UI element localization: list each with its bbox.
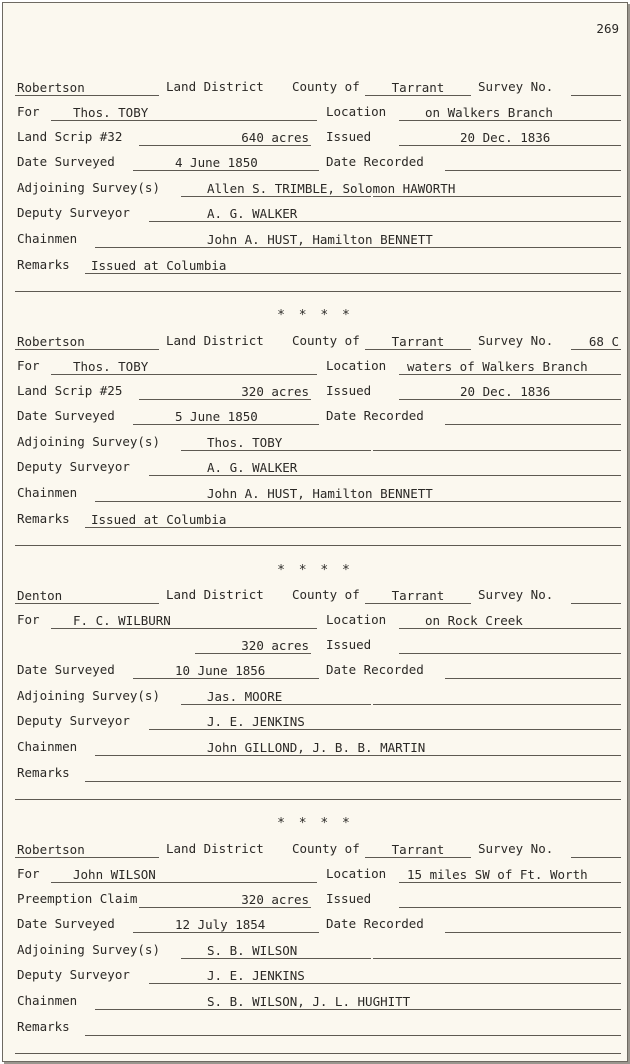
for-value: F. C. WILBURN (73, 613, 171, 628)
deputy-value: J. E. JENKINS (207, 714, 305, 729)
deputy-label: Deputy Surveyor (17, 459, 130, 474)
chainmen-row (15, 993, 621, 1017)
remarks-continuation-line (15, 799, 621, 800)
deputy-value: A. G. WALKER (207, 460, 298, 475)
record-separator: * * * * (277, 308, 353, 323)
adjoining-row (15, 688, 621, 712)
acres-value: 320 acres (241, 384, 309, 399)
document-page (2, 2, 628, 1062)
scrip-label: Preemption Claim (17, 891, 138, 906)
survey-no-label: Survey No. (478, 333, 554, 348)
deputy-label: Deputy Surveyor (17, 713, 130, 728)
remarks-continuation-line (15, 291, 621, 292)
date-recorded-label: Date Recorded (326, 154, 424, 169)
date-surveyed-label: Date Surveyed (17, 662, 115, 677)
deputy-label: Deputy Surveyor (17, 205, 130, 220)
adjoining-label: Adjoining Survey(s) (17, 942, 160, 957)
county-value: Tarrant (391, 842, 445, 857)
district-row (15, 587, 621, 611)
adjoining-value: Jas. MOORE (207, 689, 283, 704)
county-of-label: County of (292, 79, 360, 94)
survey-no-label: Survey No. (478, 79, 554, 94)
location-value: on Rock Creek (425, 613, 523, 628)
for-label: For (17, 612, 40, 627)
deputy-row (15, 205, 621, 229)
district-row (15, 841, 621, 865)
date-surveyed-value: 5 June 1850 (175, 409, 258, 424)
page-number: 269 (596, 21, 619, 36)
location-value: 15 miles SW of Ft. Worth (407, 867, 588, 882)
adjoining-row (15, 942, 621, 966)
for-row (15, 612, 621, 636)
for-row (15, 358, 621, 382)
scrip-row (15, 383, 621, 407)
land-district-label: Land District (166, 333, 264, 348)
remarks-label: Remarks (17, 1019, 70, 1034)
survey-no-value: 68 C (588, 334, 619, 349)
chainmen-value: John A. HUST, Hamilton BENNETT (207, 232, 433, 247)
district-row (15, 333, 621, 357)
scrip-row (15, 891, 621, 915)
deputy-row (15, 967, 621, 991)
chainmen-row (15, 739, 621, 763)
chainmen-value: John GILLOND, J. B. B. MARTIN (207, 740, 426, 755)
issued-label: Issued (326, 383, 372, 398)
chainmen-label: Chainmen (17, 231, 78, 246)
for-value: Thos. TOBY (73, 105, 149, 120)
deputy-label: Deputy Surveyor (17, 967, 130, 982)
adjoining-label: Adjoining Survey(s) (17, 180, 160, 195)
county-value: Tarrant (391, 334, 445, 349)
scrip-row (15, 637, 621, 661)
county-of-label: County of (292, 333, 360, 348)
location-label: Location (326, 866, 387, 881)
county-of-label: County of (292, 587, 360, 602)
chainmen-label: Chainmen (17, 485, 78, 500)
record-separator: * * * * (277, 563, 353, 578)
adjoining-row (15, 434, 621, 458)
chainmen-value: S. B. WILSON, J. L. HUGHITT (207, 994, 411, 1009)
date-surveyed-value: 4 June 1850 (175, 155, 258, 170)
remarks-label: Remarks (17, 257, 70, 272)
issued-value: 20 Dec. 1836 (460, 130, 551, 145)
land-district-value: Robertson (17, 80, 85, 95)
remarks-row (15, 257, 621, 281)
record-separator: * * * * (277, 816, 353, 831)
location-label: Location (326, 612, 387, 627)
chainmen-value: John A. HUST, Hamilton BENNETT (207, 486, 433, 501)
remarks-label: Remarks (17, 765, 70, 780)
remarks-value: Issued at Columbia (91, 258, 227, 273)
location-label: Location (326, 104, 387, 119)
remarks-row (15, 511, 621, 535)
date-surveyed-value: 12 July 1854 (175, 917, 266, 932)
issued-label: Issued (326, 129, 372, 144)
date-recorded-label: Date Recorded (326, 916, 424, 931)
dates-row (15, 662, 621, 686)
chainmen-label: Chainmen (17, 739, 78, 754)
date-surveyed-label: Date Surveyed (17, 154, 115, 169)
land-district-label: Land District (166, 79, 264, 94)
acres-value: 320 acres (241, 892, 309, 907)
scrip-label: Land Scrip #32 (17, 129, 123, 144)
dates-row (15, 408, 621, 432)
adjoining-label: Adjoining Survey(s) (17, 688, 160, 703)
adjoining-value: Allen S. TRIMBLE, Solomon HAWORTH (207, 181, 456, 196)
date-surveyed-label: Date Surveyed (17, 916, 115, 931)
county-of-label: County of (292, 841, 360, 856)
land-district-value: Denton (17, 588, 63, 603)
date-surveyed-label: Date Surveyed (17, 408, 115, 423)
remarks-label: Remarks (17, 511, 70, 526)
county-value: Tarrant (391, 588, 445, 603)
remarks-continuation-line (15, 1053, 621, 1054)
location-label: Location (326, 358, 387, 373)
chainmen-row (15, 485, 621, 509)
county-value: Tarrant (391, 80, 445, 95)
remarks-continuation-line (15, 545, 621, 546)
date-surveyed-value: 10 June 1856 (175, 663, 266, 678)
survey-no-label: Survey No. (478, 841, 554, 856)
location-value: waters of Walkers Branch (407, 359, 588, 374)
dates-row (15, 916, 621, 940)
for-value: John WILSON (73, 867, 156, 882)
remarks-row (15, 765, 621, 789)
remarks-value: Issued at Columbia (91, 512, 227, 527)
location-value: on Walkers Branch (425, 105, 553, 120)
adjoining-value: S. B. WILSON (207, 943, 298, 958)
for-row (15, 866, 621, 890)
issued-label: Issued (326, 891, 372, 906)
scrip-label: Land Scrip #25 (17, 383, 123, 398)
for-label: For (17, 104, 40, 119)
chainmen-row (15, 231, 621, 255)
for-value: Thos. TOBY (73, 359, 149, 374)
deputy-row (15, 713, 621, 737)
for-label: For (17, 358, 40, 373)
acres-value: 320 acres (241, 638, 309, 653)
for-row (15, 104, 621, 128)
deputy-value: J. E. JENKINS (207, 968, 305, 983)
remarks-row (15, 1019, 621, 1043)
survey-no-label: Survey No. (478, 587, 554, 602)
issued-value: 20 Dec. 1836 (460, 384, 551, 399)
date-recorded-label: Date Recorded (326, 408, 424, 423)
issued-label: Issued (326, 637, 372, 652)
scrip-row (15, 129, 621, 153)
adjoining-value: Thos. TOBY (207, 435, 283, 450)
land-district-label: Land District (166, 841, 264, 856)
adjoining-label: Adjoining Survey(s) (17, 434, 160, 449)
deputy-value: A. G. WALKER (207, 206, 298, 221)
land-district-value: Robertson (17, 334, 85, 349)
for-label: For (17, 866, 40, 881)
deputy-row (15, 459, 621, 483)
chainmen-label: Chainmen (17, 993, 78, 1008)
acres-value: 640 acres (241, 130, 309, 145)
land-district-label: Land District (166, 587, 264, 602)
dates-row (15, 154, 621, 178)
date-recorded-label: Date Recorded (326, 662, 424, 677)
land-district-value: Robertson (17, 842, 85, 857)
adjoining-row (15, 180, 621, 204)
district-row (15, 79, 621, 103)
